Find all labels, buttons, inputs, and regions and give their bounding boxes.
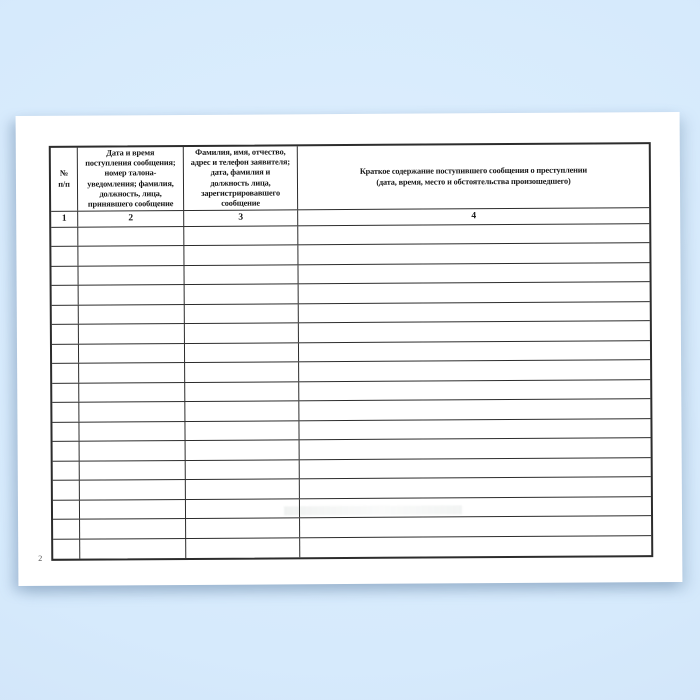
table-cell — [299, 419, 650, 440]
table-cell — [185, 382, 299, 401]
table-cell — [184, 226, 298, 245]
table-cell — [299, 341, 650, 362]
table-cell — [53, 481, 80, 500]
table-cell — [79, 344, 185, 363]
table-cell — [185, 343, 299, 362]
table-cell — [52, 325, 79, 344]
table-cell — [300, 477, 651, 498]
column-header-npp: № п/п — [51, 148, 78, 211]
table-row — [53, 536, 651, 559]
table-cell — [52, 286, 79, 305]
table-cell — [300, 497, 651, 518]
table-cell — [52, 364, 79, 383]
table-cell — [51, 247, 78, 266]
table-cell — [185, 323, 299, 342]
table-cell — [80, 480, 186, 499]
table-cell — [53, 520, 80, 539]
table-cell — [80, 441, 186, 460]
table-cell — [78, 246, 184, 265]
table-cell — [299, 380, 650, 401]
table-cell — [299, 399, 650, 420]
column-number-2: 2 — [78, 211, 184, 226]
table-cell — [185, 421, 299, 440]
table-header-row — [51, 144, 649, 212]
column-number-3: 3 — [184, 210, 298, 225]
table-cell — [300, 516, 651, 537]
table-cell — [80, 538, 186, 558]
table-cell — [52, 305, 79, 324]
table-cell — [80, 519, 186, 538]
column-header-applicant-info: Фамилия, имя, отчество, адрес и телефон заявителя; дата, фамилия и должность лица, зарегистрировавшего сообщение — [184, 146, 298, 210]
column-number-4: 4 — [471, 210, 477, 221]
table-cell — [80, 460, 186, 479]
table-cell — [300, 536, 651, 558]
table-cell — [80, 499, 186, 518]
table-body — [51, 224, 651, 559]
column-header-message-summary: Краткое содержание поступившего сообщения о преступлении (дата, время, место и обстоятельства произошедшего) — [359, 165, 588, 187]
table-cell — [78, 266, 184, 285]
page-number: 2 — [38, 553, 43, 563]
table-cell — [186, 460, 300, 479]
table-cell — [300, 438, 651, 459]
table-cell — [79, 363, 185, 382]
table-cell — [299, 321, 650, 342]
table-cell — [186, 499, 300, 518]
table-cell — [52, 383, 79, 402]
table-cell — [299, 360, 650, 381]
column-header-message-datetime: Дата и время поступления сообщения; номер талона- уведомления; фамилия, должность, лица, принявшего сообщение — [78, 147, 184, 211]
table-cell — [79, 285, 185, 304]
table-cell — [53, 442, 80, 461]
table-cell — [53, 461, 80, 480]
table-cell — [299, 282, 650, 303]
table-cell — [53, 500, 80, 519]
column-number-1: 1 — [51, 212, 78, 227]
table-cell — [185, 401, 299, 420]
table-cell — [79, 324, 185, 343]
table-cell — [52, 344, 79, 363]
table-cell — [52, 403, 79, 422]
table-cell — [298, 243, 649, 264]
table-cell — [186, 538, 300, 558]
table-cell — [51, 227, 78, 246]
table-cell — [300, 458, 651, 479]
table-cell — [184, 265, 298, 284]
table-cell — [78, 227, 184, 246]
table-cell — [79, 422, 185, 441]
table-cell — [53, 539, 80, 559]
table-cell — [79, 402, 185, 421]
table-cell — [79, 383, 185, 402]
table-cell — [299, 302, 650, 323]
table-cell — [52, 422, 79, 441]
table-cell — [185, 284, 299, 303]
document-page — [16, 112, 683, 586]
table-cell — [298, 224, 649, 245]
table-cell — [298, 263, 649, 284]
table-cell — [186, 440, 300, 459]
table-cell — [51, 266, 78, 285]
table-cell — [184, 245, 298, 264]
registration-journal-table — [49, 142, 654, 561]
table-cell — [186, 479, 300, 498]
table-cell — [185, 362, 299, 381]
table-cell — [79, 305, 185, 324]
table-cell — [186, 518, 300, 537]
table-cell — [185, 304, 299, 323]
